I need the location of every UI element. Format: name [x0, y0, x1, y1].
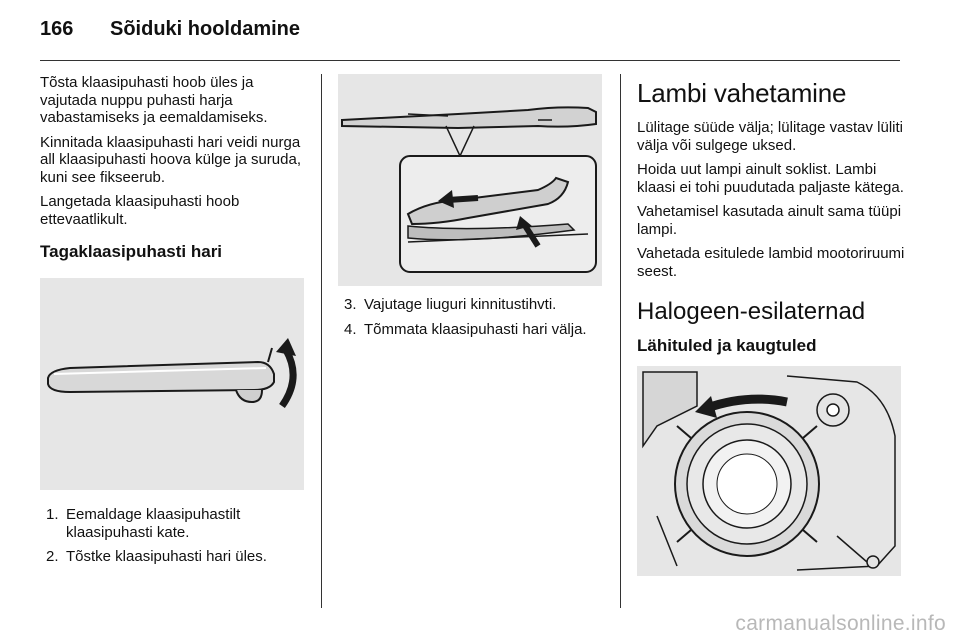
step-text: Eemaldage klaasipuhastilt klaasipuhasti kate.	[66, 506, 241, 541]
column-divider	[321, 74, 322, 608]
list-item	[338, 321, 606, 339]
paragraph: Lülitage süüde välja; lülitage vastav lüliti välja või sulgege uksed.	[637, 119, 903, 154]
rear-wiper-figure	[40, 278, 304, 490]
watermark: carmanualsonline.info	[735, 612, 946, 635]
section-heading-halogen: Halogeen-esilaternad	[637, 298, 866, 325]
section-heading-rear-wiper: Tagaklaasipuhasti hari	[40, 242, 223, 261]
steps-list-1	[40, 506, 306, 566]
paragraph: Hoida uut lampi ainult soklist. Lambi klaasi ei tohi puudutada paljaste kätega.	[637, 161, 904, 196]
column-divider	[620, 74, 621, 608]
column-2	[338, 74, 606, 345]
step-number: 1.	[46, 506, 59, 523]
header-rule	[40, 60, 900, 61]
chapter-title: Sõiduki hooldamine	[110, 18, 301, 40]
step-text: Tõmmata klaasipuhasti hari välja.	[364, 320, 587, 338]
subheading-low-high-beam: Lähituled ja kaugtuled	[637, 336, 817, 355]
rear-wiper-arm-illustration	[40, 278, 304, 490]
section-heading-lamp-replacement: Lambi vahetamine	[637, 78, 847, 108]
steps-list-2	[338, 296, 606, 338]
step-text: Tõstke klaasipuhasti hari üles.	[66, 548, 267, 565]
headlamp-cover-illustration	[637, 366, 901, 576]
step-number: 2.	[46, 548, 59, 565]
wiper-blade-figure	[338, 74, 602, 286]
paragraph: Tõsta klaasipuhasti hoob üles ja vajutada nuppu puhasti harja vabastamiseks ja eemaldamiseks.	[40, 74, 268, 126]
list-item	[338, 296, 606, 314]
headlamp-figure	[637, 366, 901, 576]
paragraph: Langetada klaasipuhasti hoob ettevaatlikult.	[40, 193, 240, 228]
list-item	[40, 548, 306, 566]
paragraph: Vahetamisel kasutada ainult sama tüüpi lampi.	[637, 203, 902, 238]
list-item	[40, 506, 306, 541]
paragraph: Vahetada esitulede lambid mootoriruumi seest.	[637, 245, 905, 280]
page-number: 166	[40, 18, 74, 40]
step-text: Vajutage liuguri kinnitustihvti.	[364, 296, 557, 313]
column-3	[637, 74, 905, 576]
paragraph: Kinnitada klaasipuhasti hari veidi nurga all klaasipuhasti hoova külge ja suruda, kuni see fikseerub.	[40, 133, 301, 186]
page-header	[40, 18, 300, 48]
step-number: 3.	[344, 296, 357, 313]
wiper-blade-detail-illustration	[338, 74, 602, 286]
step-number: 4.	[344, 320, 357, 338]
column-1	[40, 74, 306, 573]
